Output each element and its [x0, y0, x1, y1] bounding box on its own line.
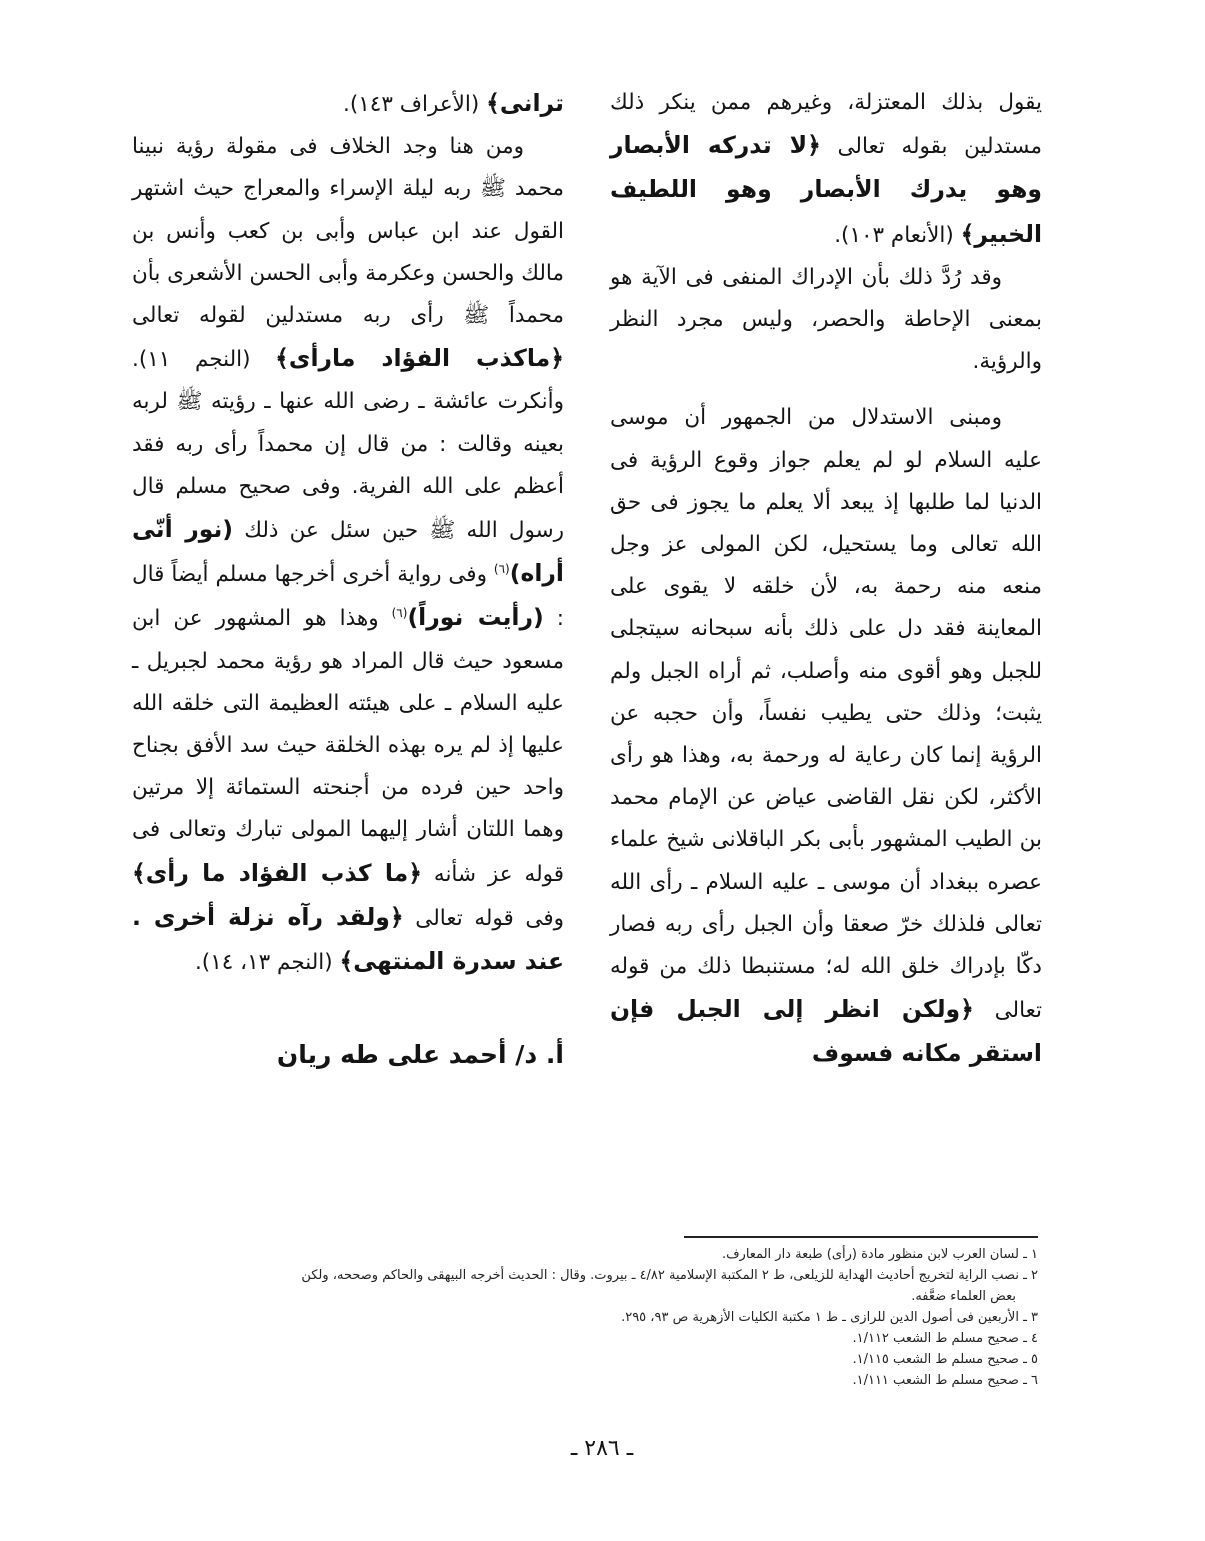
footnote: ٥ ـ صحيح مسلم ط الشعب ١/١١٥.	[852, 1352, 1038, 1367]
right-column	[610, 82, 1042, 1077]
paragraph	[610, 82, 1042, 257]
hadith-quote: (نور أنّى أراه)	[132, 515, 564, 588]
body-text: ومبنى الاستدلال من الجمهور أن موسى عليه السلام لو لم يعلم جواز وقوع الرؤية فى الدنيا لما طلبها إذ يبعد ألا يعلم ما يجوز فى حق الله تعالى وما يستحيل، لكن المولى عز وجل منعه منه رحمة به، لأن خلقه لا يقوى على المعاينة فقد دل على ذلك بأنه سبحانه سيتجلى للجبل وهو أقوى منه وأصلب، ثم أراه الجبل ولم يثبت؛ وذلك حتى يطيب نفساً، وأن حجبه عن الرؤية إنما كان رعاية له ورحمة به، وهذا هو رأى الأكثر، لكن نقل القاضى عياض عن الإمام محمد بن الطيب المشهور بأبى بكر الباقلانى شيخ علماء عصره ببغداد أن موسى ـ عليه السلام ـ رأى الله تعالى فلذلك خرّ صعقا وأن الجبل رأى ربه فصار دكّا بإدراك خلق الله له؛ مستنبطا ذلك من قوله تعالى	[610, 405, 1043, 1024]
quran-quote: ﴿ماكذب الفؤاد مارأى﴾	[275, 344, 564, 373]
page-number: ـ ٢٨٦ ـ	[570, 1436, 634, 1461]
left-column	[132, 82, 564, 984]
footnote-ref: (٦)	[391, 606, 408, 621]
footnote: ١ ـ لسان العرب لابن منظور مادة (رأى) طبعة دار المعارف.	[721, 1247, 1038, 1262]
paragraph	[610, 397, 1042, 1076]
footnote-ref: (٦)	[493, 562, 510, 577]
quran-quote: ﴿ما كذب الفؤاد ما رأى﴾	[132, 858, 422, 887]
citation: (النجم ١٣، ١٤).	[194, 950, 340, 976]
citation: (الأعراف ١٤٣).	[342, 92, 487, 117]
paragraph	[132, 82, 564, 126]
footnote: ٢ ـ نصب الراية لتخريج أحاديث الهداية للزيلعى، ط ٢ المكتبة الإسلامية ٤/٨٢ ـ بيروت. وقال : الحديث أخرجه البيهقى والحاكم وصححه، ولكن	[301, 1268, 1038, 1283]
quran-quote: ﴿لا تدركه الأبصار وهو يدرك الأبصار وهو اللطيف الخبير﴾	[610, 131, 1042, 248]
footnote-divider	[684, 1236, 1038, 1238]
paragraph	[610, 257, 1042, 384]
footnote: ٤ ـ صحيح مسلم ط الشعب ١/١١٢.	[852, 1331, 1038, 1346]
hadith-quote: (رأيت نوراً)	[407, 603, 544, 632]
body-text: وهذا هو المشهور عن ابن مسعود حيث قال المراد هو رؤية محمد لجبريل ـ عليه السلام ـ على هيئته العظيمة التى خلقه الله عليها إذ لم يره بهذه الخلقة حيث سد الأفق بجناح واحد حين فرده من أجنحته الستمائة إلا مرتين وهما اللتان أشار إليهما المولى تبارك وتعالى فى قوله عز شأنه	[132, 606, 565, 887]
footnotes	[132, 1244, 1038, 1391]
body-text: وفى رواية أخرى أخرجها مسلم أيضاً قال :	[132, 562, 564, 632]
footnote-continuation: بعض العلماء ضعَّفه.	[911, 1289, 1016, 1304]
body-text: وفى قوله تعالى	[403, 905, 564, 931]
body-text: وقد رُدَّ ذلك بأن الإدراك المنفى فى الآية هو بمعنى الإحاطة والحصر، وليس مجرد النظر والرؤية.	[610, 264, 1042, 375]
paragraph	[132, 126, 564, 984]
quran-quote: ترانى﴾	[486, 89, 564, 117]
citation: (الأنعام ١٠٣).	[834, 222, 961, 248]
footnote: ٦ ـ صحيح مسلم ط الشعب ١/١١١.	[852, 1373, 1038, 1388]
footnote: ٣ ـ الأربعين فى أصول الدين للرازى ـ ط ١ مكتبة الكليات الأزهرية ص ٩٣، ٢٩٥.	[621, 1310, 1038, 1325]
body-text: ومن هنا وجد الخلاف فى مقولة رؤية نبينا محمد ﷺ ربه ليلة الإسراء والمعراج حيث اشتهر القول عند ابن عباس وأبى بن كعب وأنس بن مالك والحسن وعكرمة وأبى الحسن الأشعرى بأن محمداً ﷺ رأى ربه مستدلين لقوله تعالى	[132, 134, 564, 329]
body-text: يقول بذلك المعتزلة، وغيرهم ممن ينكر ذلك مستدلين بقوله تعالى	[610, 90, 1042, 160]
body-text: (النجم ١١). وأنكرت عائشة ـ رضى الله عنها ـ رؤيته ﷺ لربه بعينه وقالت : من قال إن محمداً رأى ربه فقد أعظم على الله الفرية. وفى صحيح مسلم قال رسول الله ﷺ حين سئل عن ذلك	[132, 347, 564, 544]
quran-quote: ﴿ولقد رآه نزلة أخرى . عند سدرة المنتهى﴾	[132, 902, 564, 976]
quran-quote: ﴿ولكن انظر إلى الجبل فإن استقر مكانه فسوف	[610, 995, 1042, 1068]
author-signature: أ. د/ أحمد على طه ريان	[276, 1040, 564, 1069]
